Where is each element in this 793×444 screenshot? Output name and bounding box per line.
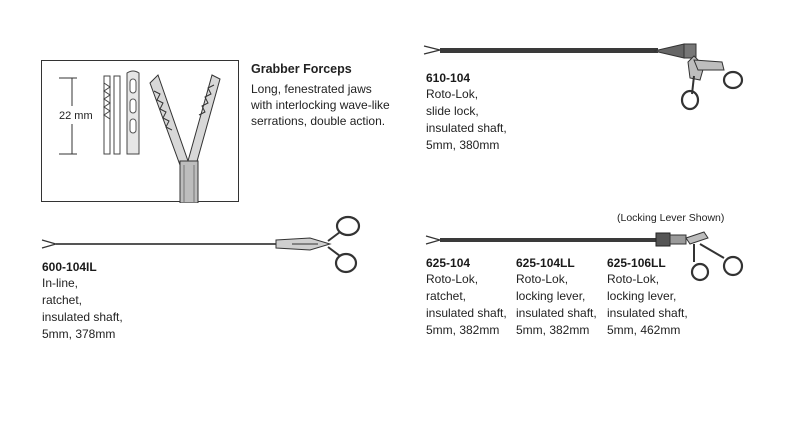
model-spec: locking lever, [516, 289, 586, 303]
model-spec: 5mm, 382mm [516, 323, 590, 337]
jaw-detail-box [41, 60, 239, 202]
description-line: Long, fenestrated jaws [251, 82, 372, 96]
model-625-104 [426, 255, 507, 339]
model-spec: 5mm, 462mm [607, 323, 681, 337]
model-625-104LL [516, 255, 597, 339]
product-description [251, 81, 390, 129]
model-code: 600-104IL [42, 260, 97, 274]
description-line: with interlocking wave-like [251, 98, 390, 112]
model-code: 625-104 [426, 256, 471, 270]
model-spec: Roto-Lok, [426, 272, 479, 286]
model-spec: Roto-Lok, [607, 272, 660, 286]
model-code: 625-104LL [516, 256, 575, 270]
model-spec: insulated shaft, [426, 121, 507, 135]
model-spec: 5mm, 378mm [42, 327, 116, 341]
locking-lever-note: (Locking Lever Shown) [617, 212, 725, 224]
model-spec: slide lock, [426, 104, 479, 118]
model-spec: 5mm, 380mm [426, 138, 500, 152]
model-spec: ratchet, [426, 289, 467, 303]
model-code: 625-106LL [607, 256, 666, 270]
model-610-104 [426, 70, 507, 154]
model-spec: Roto-Lok, [516, 272, 569, 286]
description-line: serrations, double action. [251, 114, 386, 128]
model-spec: locking lever, [607, 289, 677, 303]
model-600-104IL [42, 259, 123, 343]
model-spec: Roto-Lok, [426, 87, 479, 101]
model-625-106LL [607, 255, 688, 339]
model-spec: In-line, [42, 276, 79, 290]
model-code: 610-104 [426, 71, 471, 85]
model-spec: insulated shaft, [607, 306, 688, 320]
model-spec: 5mm, 382mm [426, 323, 500, 337]
model-spec: ratchet, [42, 293, 83, 307]
dimension-label: 22 mm [59, 110, 93, 122]
product-title: Grabber Forceps [251, 62, 352, 76]
jaw-detail-illustration [42, 61, 240, 203]
model-spec: insulated shaft, [426, 306, 507, 320]
model-spec: insulated shaft, [516, 306, 597, 320]
model-spec: insulated shaft, [42, 310, 123, 324]
